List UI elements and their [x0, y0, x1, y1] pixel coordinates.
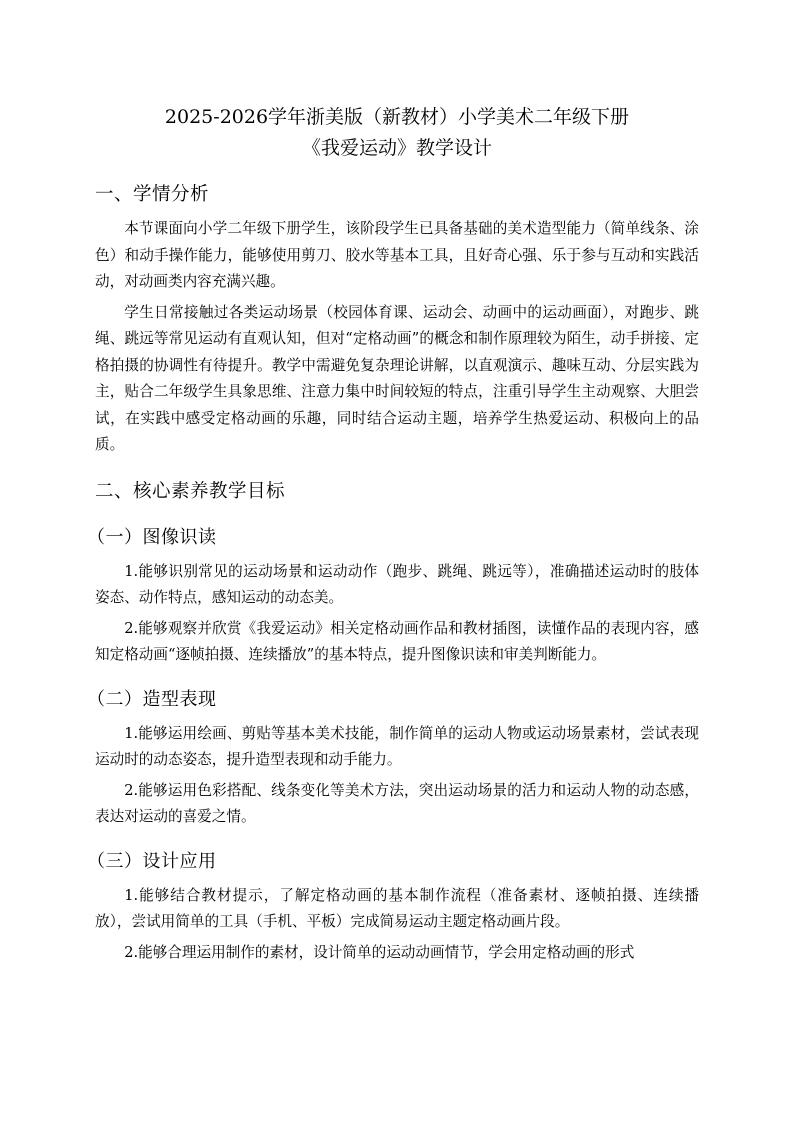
paragraph: 学生日常接触过各类运动场景（校园体育课、运动会、动画中的运动画面），对跑步、跳绳、跳远等常见运动有直观认知，但对“定格动画”的概念和制作原理较为陌生，动手拼接、定格拍摄的协调性有待提升。教学中需避免复杂理论讲解，以直观演示、趣味互动、分层实践为主，贴合二年级学生具象思维、注意力集中时间较短的特点，注重引导学生主动观察、大胆尝试，在实践中感受定格动画的乐趣，同时结合运动主题，培养学生热爱运动、积极向上的品质。	[95, 303, 699, 453]
document-title	[95, 102, 699, 164]
paragraph: 本节课面向小学二年级下册学生，该阶段学生已具备基础的美术造型能力（简单线条、涂色）和动手操作能力，能够使用剪刀、胶水等基本工具，且好奇心强、乐于参与互动和实践活动，对动画类内容充满兴趣。	[95, 220, 699, 290]
title-line-2: 《我爱运动》教学设计	[301, 137, 492, 159]
title-line-1: 2025-2026学年浙美版（新教材）小学美术二年级下册	[164, 106, 630, 128]
paragraph: 2.能够运用色彩搭配、线条变化等美术方法，突出运动场景的活力和运动人物的动态感，表达对运动的喜爱之情。	[95, 781, 699, 825]
section-heading-teaching-objectives: 二、核心素养教学目标	[95, 480, 286, 502]
paragraph: 2.能够观察并欣赏《我爱运动》相关定格动画作品和教材插图，读懂作品的表现内容，感知定格动画“逐帧拍摄、连续播放”的基本特点，提升图像识读和审美判断能力。	[95, 619, 699, 663]
paragraph: 2.能够合理运用制作的素材，设计简单的运动动画情节，学会用定格动画的形式	[124, 943, 635, 961]
paragraph: 1.能够结合教材提示，了解定格动画的基本制作流程（准备素材、逐帧拍摄、连续播放），尝试用简单的工具（手机、平板）完成简易运动主题定格动画片段。	[95, 886, 699, 930]
subsection-heading-modeling-expression: （二）造型表现	[87, 688, 217, 710]
section-heading-learner-analysis: 一、学情分析	[95, 184, 210, 205]
paragraph: 1.能够识别常见的运动场景和运动动作（跑步、跳绳、跳远等），准确描述运动时的肢体姿态、动作特点，感知运动的动态美。	[95, 562, 699, 606]
subsection-heading-design-application: （三）设计应用	[87, 850, 217, 872]
subsection-heading-image-reading: （一）图像识读	[87, 526, 217, 548]
paragraph: 1.能够运用绘画、剪贴等基本美术技能，制作简单的运动人物或运动场景素材，尝试表现运动时的动态姿态，提升造型表现和动手能力。	[95, 724, 699, 768]
